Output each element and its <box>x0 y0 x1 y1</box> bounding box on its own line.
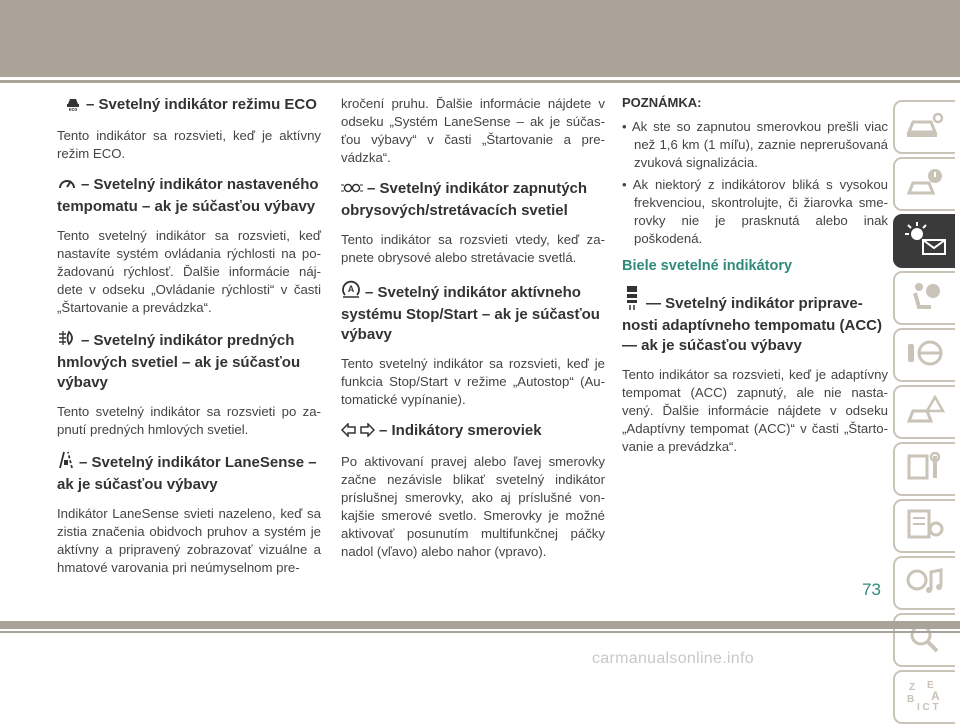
svg-text:eco: eco <box>68 107 78 111</box>
turn-title: – Indikátory smeroviek <box>379 422 542 439</box>
svg-text:B: B <box>907 693 915 705</box>
bottom-rule <box>0 631 960 633</box>
stopstart-heading <box>341 279 605 345</box>
tab-specifications[interactable] <box>893 499 955 553</box>
column-3 <box>622 95 888 468</box>
park-lamp-icon <box>341 181 363 201</box>
hazard-triangle-icon <box>905 395 945 430</box>
tab-operation[interactable] <box>893 328 955 382</box>
svg-text:Z: Z <box>909 681 916 693</box>
fog-heading <box>57 329 321 393</box>
eco-heading <box>57 95 321 117</box>
tab-safety[interactable] <box>893 157 955 211</box>
tab-index[interactable] <box>893 670 955 724</box>
fog-title: – Svetelný indikátor predných hmlových svetiel – ak je súčasťou výbavy <box>57 332 301 391</box>
front-fog-light-icon <box>57 329 77 353</box>
tab-emergency[interactable] <box>893 385 955 439</box>
park-heading <box>341 179 605 221</box>
airbag-seat-icon <box>905 281 945 316</box>
lane-text: Indikátor LaneSense svieti nazeleno, keď sa zistia značenia obidvoch pruhov a systém je aktívny a pripravený zobrazovať vizuálne a hmatové varovania pri neúmyselnom pre- <box>57 506 321 575</box>
park-title: – Svetelný indikátor zapnutých obrysových/stretávacích svetiel <box>341 180 588 219</box>
stopstart-text: Tento svetelný indikátor sa rozsvieti, keď je funkcia Stop/Start v režime „Autostop“ (Au-tomatické vypínanie). <box>341 356 605 407</box>
eco-text: Tento indikátor sa rozsvieti, keď je aktívny režim ECO. <box>57 128 321 161</box>
settings-list-icon <box>905 509 945 544</box>
column-2 <box>341 95 605 573</box>
bottom-band <box>0 621 960 629</box>
top-band <box>0 0 960 77</box>
fog-text: Tento svetelný indikátor sa rozsvieti po za-pnutí predných hmlových svetiel. <box>57 404 321 437</box>
acc-heading <box>622 286 888 356</box>
svg-text:A: A <box>347 284 355 294</box>
warning-info-icon <box>905 167 945 202</box>
park-text: Tento indikátor sa rozsvieti vtedy, keď za-pnete obrysové alebo stretávacie svetlá. <box>341 232 605 265</box>
tab-maintenance[interactable] <box>893 442 955 496</box>
turn-heading <box>341 421 605 443</box>
stopstart-title: – Svetelný indikátor aktívneho systému Stop/Start – ak je súčasťou výbavy <box>341 284 600 343</box>
music-note-icon <box>905 566 945 601</box>
svg-text:E: E <box>927 679 934 691</box>
wrench-icon <box>905 452 945 487</box>
note-list <box>622 118 888 248</box>
lane-title: – Svetelný indikátor LaneSense – ak je súčasťou výbavy <box>57 454 317 493</box>
eco-icon <box>64 95 82 117</box>
note-label: POZNÁMKA: <box>622 95 702 110</box>
svg-text:I C T: I C T <box>917 701 939 712</box>
tab-vehicle[interactable] <box>893 100 955 154</box>
list-item: • Ak niektorý z indikátorov bliká s vysokou frekvenciou, skontrolujte, či žiarovka sme-rovky nie je prasknutá alebo inak poškodená. <box>622 177 888 246</box>
speedometer-icon <box>57 175 77 197</box>
steering-wheel-icon <box>905 338 945 373</box>
car-key-icon <box>905 110 945 145</box>
cruise-title: – Svetelný indikátor nastaveného tempomatu – ak je súčasťou výbavy <box>57 176 319 215</box>
tab-multimedia[interactable] <box>893 556 955 610</box>
page-number: 73 <box>862 580 881 599</box>
lane-text-continued: kročení pruhu. Ďalšie informácie nájdete v odseku „Systém LaneSense – ak je súčas-ťou výbavy“ v časti „Štartovanie a pre-vádzka“. <box>341 96 605 165</box>
acc-text: Tento indikátor sa rozsvieti, keď je adaptívny tempomat (ACC) zapnutý, ale nie nasta-vený. Ďalšie informácie nájdete v odseku „Adaptívny tempomat (ACC)“ v časti „Štarto-vanie a prevádzka“. <box>622 367 888 454</box>
section-title: Biele svetelné indikátory <box>622 258 793 274</box>
turn-signal-icon <box>341 423 375 443</box>
tab-starting[interactable] <box>893 271 955 325</box>
lane-heading <box>57 451 321 495</box>
svg-text:A: A <box>931 688 940 703</box>
lanesense-icon <box>57 451 75 475</box>
cruise-text: Tento svetelný indikátor sa rozsvieti, keď nastavíte systém ovládania rýchlosti na po-žadovanú rýchlosť. Ďalšie informácie náj-dete v odseku „Ovládanie rýchlosti“ v časti „Štartovanie a prevádzka“. <box>57 228 321 315</box>
cruise-heading <box>57 175 321 217</box>
column-1 <box>57 95 321 589</box>
tab-instrument-cluster[interactable] <box>893 214 955 268</box>
top-rule <box>0 80 960 83</box>
watermark: carmanualsonline.info <box>592 650 754 667</box>
light-message-icon <box>903 222 947 261</box>
turn-text: Po aktivovaní pravej alebo ľavej smerovky začne nezávisle blikať svetelný indikátor príslušnej smerovky, ako aj príslušné von-kajšie smerové svetlo. Smerovky je možné aktivovať posunutím multifunkčnej páčky nadol (vľavo) alebo nahor (vpravo). <box>341 454 605 559</box>
list-item: • Ak ste so zapnutou smerovkou prešli viac než 1,6 km (1 míľu), zaznie neprerušovaná zvuková signalizácia. <box>622 119 888 170</box>
stop-start-icon <box>341 279 361 305</box>
acc-ready-icon <box>622 286 642 316</box>
alphabet-index-icon <box>905 678 945 717</box>
eco-title: – Svetelný indikátor režimu ECO <box>86 96 317 113</box>
acc-title: — Svetelný indikátor priprave-nosti adaptívneho tempomatu (ACC) — ak je súčasťou výbavy <box>622 295 883 354</box>
